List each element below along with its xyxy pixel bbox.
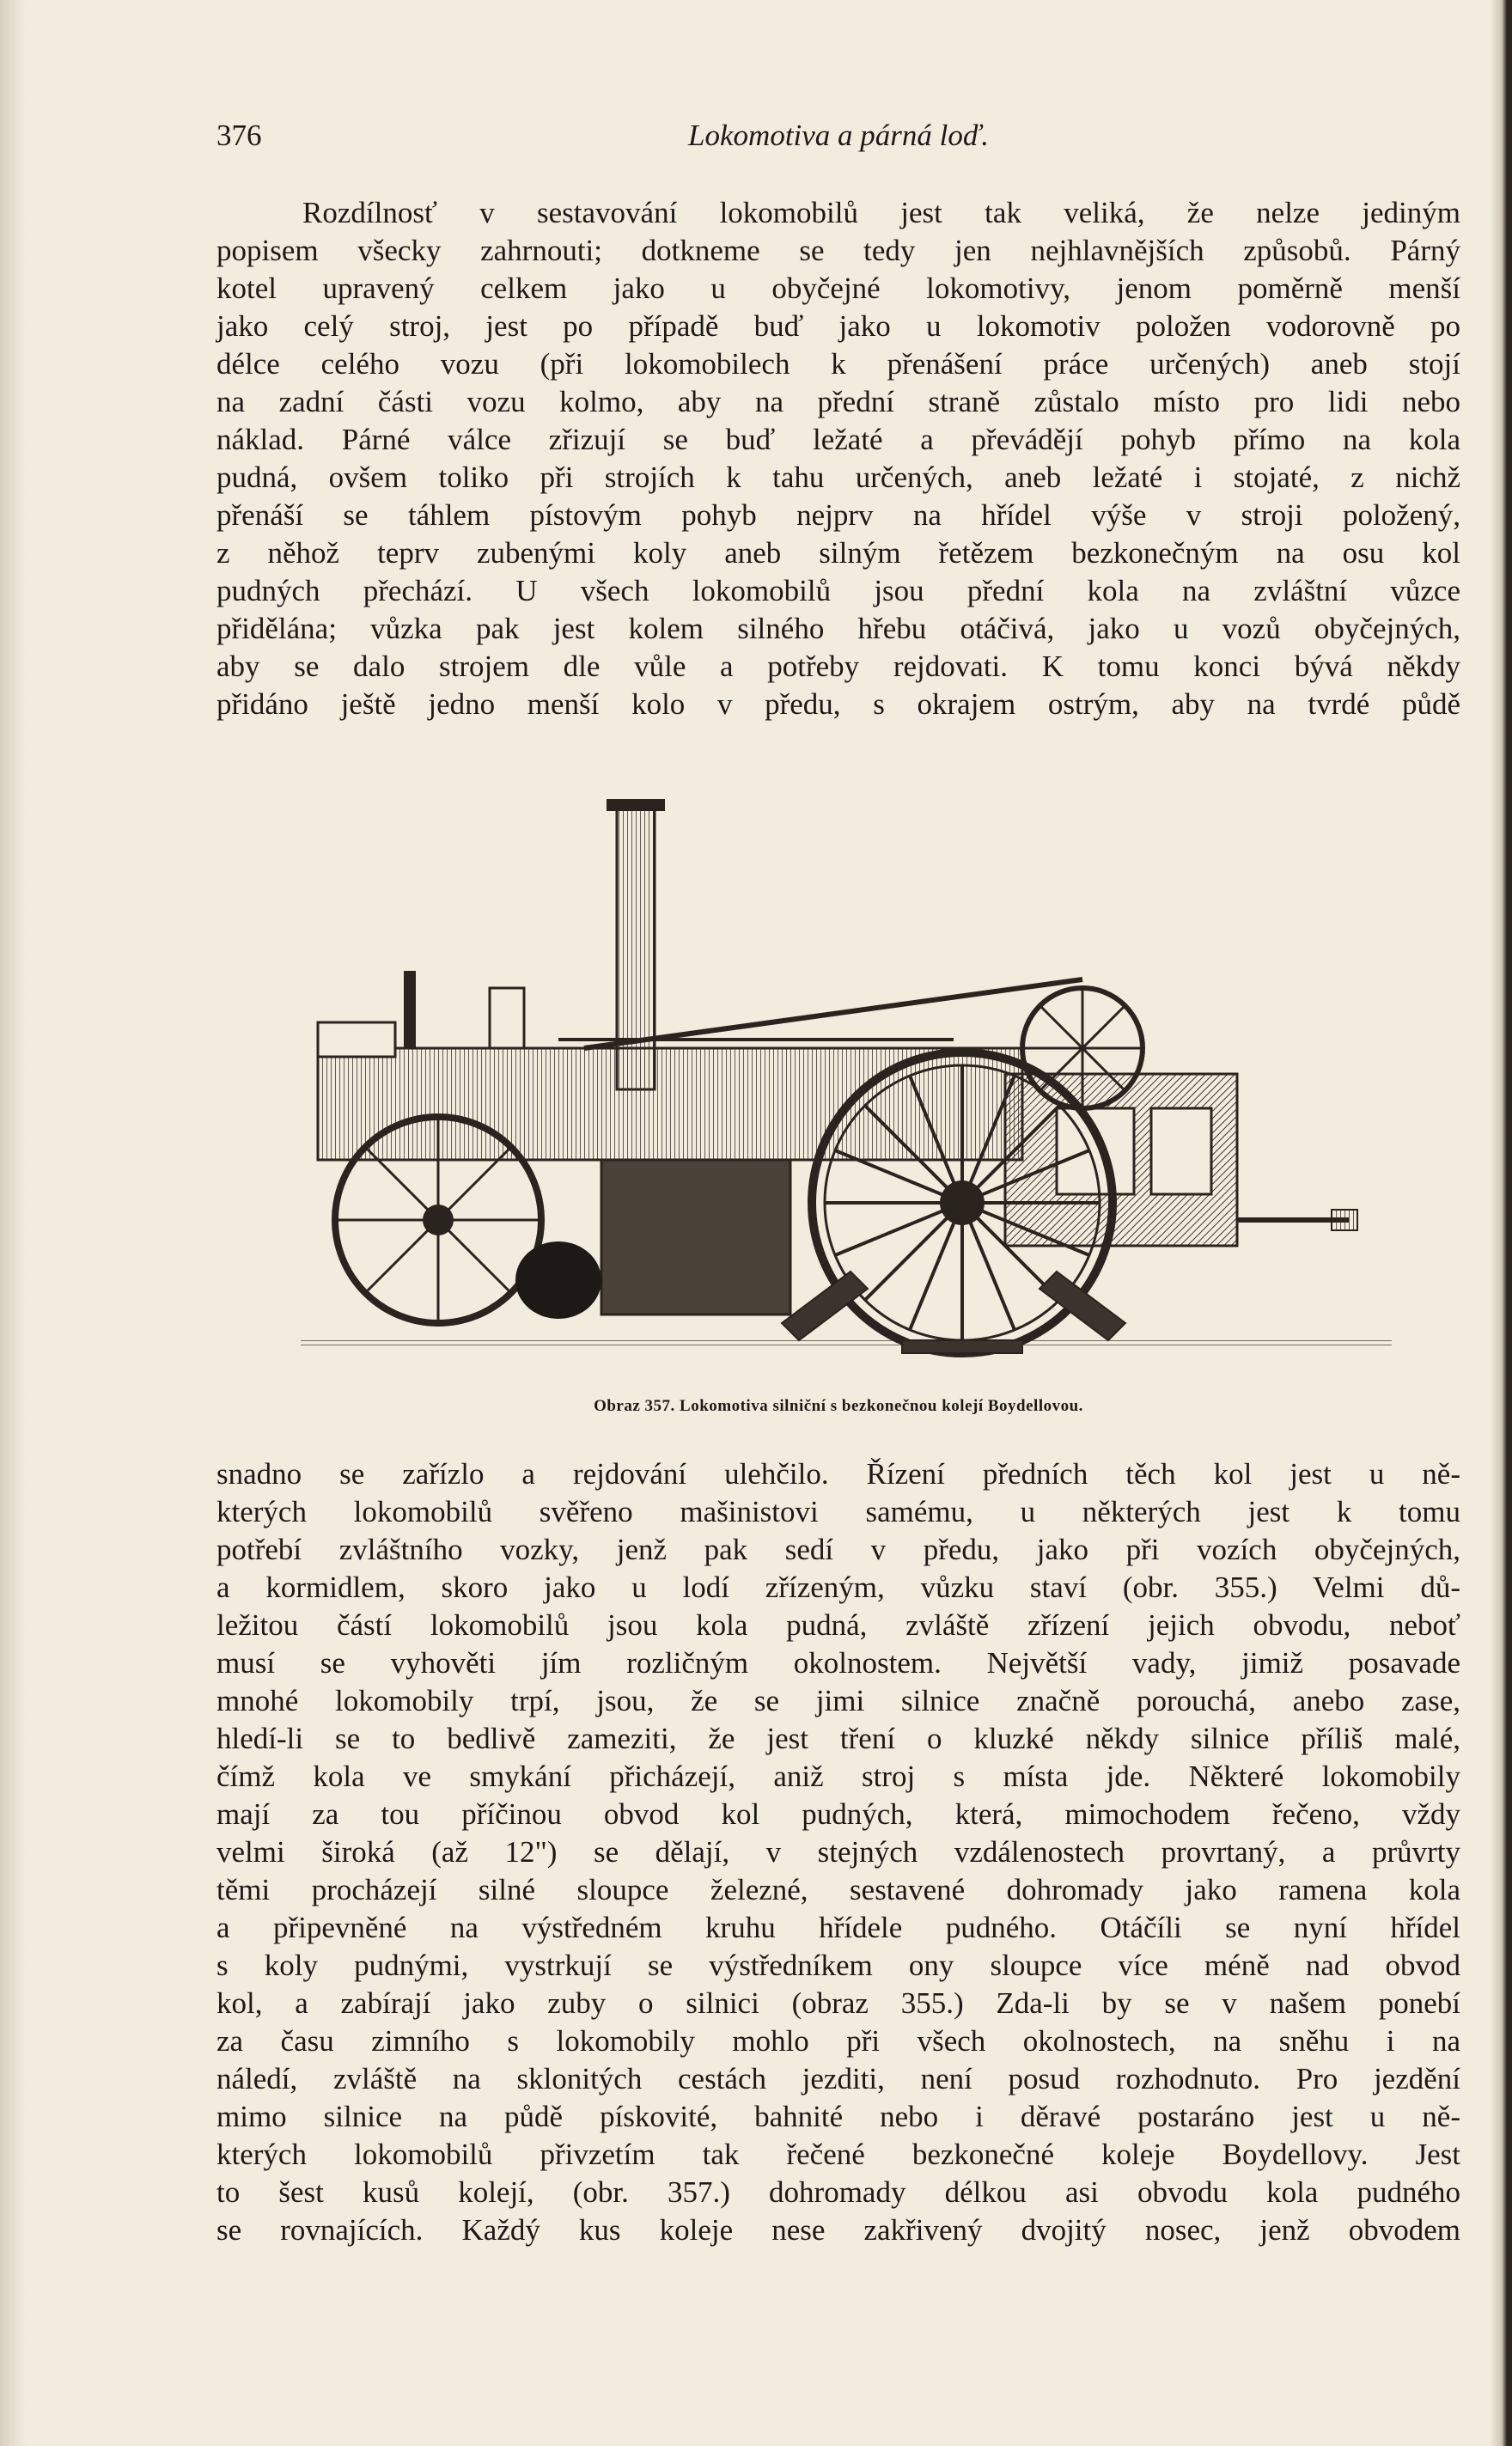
text-line: potřebí zvláštního vozky, jenž pak sedí v předu, jako při vozích obyčejných, bbox=[216, 1533, 1460, 1566]
text-line: čímž kola ve smykání přicházejí, aniž stroj s místa jde. Některé lokomobily bbox=[216, 1760, 1460, 1793]
text-line: pudných přechází. U všech lokomobilů jsou přední kola na zvláštní vůzce bbox=[216, 574, 1460, 607]
text-line: kterých lokomobilů svěřeno mašinistovi samému, u některých jest k tomu bbox=[216, 1495, 1460, 1528]
page-left-shadow bbox=[0, 0, 26, 2446]
page-number: 376 bbox=[216, 119, 262, 152]
rear-window bbox=[1151, 1108, 1211, 1194]
text-line: přidáno ještě jedno menší kolo v předu, s okrajem ostrým, aby na tvrdé půdě bbox=[216, 687, 1460, 721]
paragraph-1 bbox=[216, 194, 1460, 723]
ground-line bbox=[301, 1340, 1392, 1349]
text-line: za času zimního s lokomobily mohlo při všech okolnostech, na sněhu i na bbox=[216, 2024, 1460, 2058]
text-line: náklad. Párné válce zřizují se buď ležaté a převádějí pohyb přímo na kola bbox=[216, 423, 1460, 456]
text-line: popisem všecky zahrnouti; dotkneme se tedy jen nejhlavnějších způsobů. Párný bbox=[216, 234, 1460, 267]
text-line: aby se dalo strojem dle vůle a potřeby rejdovati. K tomu konci bývá někdy bbox=[216, 650, 1460, 683]
text-line: přidělána; vůzka pak jest kolem silného hřebu otáčivá, jako u vozů obyčejných, bbox=[216, 612, 1460, 645]
road-locomotive-illustration bbox=[301, 790, 1392, 1375]
text-line: mnohé lokomobily trpí, jsou, že se jimi silnice značně porouchá, anebo zase, bbox=[216, 1684, 1460, 1717]
boiler bbox=[318, 1048, 1022, 1160]
text-line: a připevněné na výstředném kruhu hřídele pudného. Otáčíli se nyní hřídel bbox=[216, 1911, 1460, 1944]
text-line: z něhož teprv zubenými koly aneb silným řetězem bezkonečným na osu kol bbox=[216, 536, 1460, 570]
text-line: hledí-li se to bedlivě zameziti, že jest tření o kluzké někdy silnice příliš malé, bbox=[216, 1722, 1460, 1755]
steam-dome bbox=[490, 988, 524, 1048]
front-box bbox=[318, 1022, 395, 1057]
chimney-cap bbox=[607, 799, 665, 811]
text-line: délce celého vozu (při lokomobilech k přenášení práce určených) aneb stojí bbox=[216, 347, 1460, 381]
text-line: kol, a zabírají jako zuby o silnici (obraz 355.) Zda-li by se v našem ponebí bbox=[216, 1986, 1460, 2020]
text-line: snadno se zařízlo a rejdování ulehčilo. Řízení předních těch kol jest u ně- bbox=[216, 1457, 1460, 1491]
figure-caption bbox=[216, 1397, 1460, 1416]
running-title: Lokomotiva a párná loď. bbox=[688, 119, 989, 152]
page-header bbox=[216, 119, 1460, 158]
text-line: s koly pudnými, vystrkují se výstředníkem ony sloupce více méně nad obvod bbox=[216, 1949, 1460, 1982]
text-line: se rovnajících. Každý kus koleje nese zakřivený dvojitý nosec, jenž obvodem bbox=[216, 2213, 1460, 2247]
text-line: jako celý stroj, jest po případě buď jako u lokomotiv položen vodorovně po bbox=[216, 309, 1460, 343]
text-line: na zadní části vozu kolmo, aby na přední straně zůstalo místo pro lidi nebo bbox=[216, 385, 1460, 418]
paragraph-2 bbox=[216, 1455, 1460, 2249]
text-line: kotel upravený celkem jako u obyčejné lokomotivy, jenom poměrně menší bbox=[216, 271, 1460, 305]
text-line: kterých lokomobilů přivzetím tak řečené bezkonečné koleje Boydellovy. Jest bbox=[216, 2138, 1460, 2171]
page-right-edge bbox=[1490, 0, 1512, 2446]
text-line: mají za tou příčinou obvod kol pudných, která, mimochodem řečeno, vždy bbox=[216, 1797, 1460, 1831]
caption-label: Obraz 357. bbox=[594, 1397, 675, 1415]
text-line: náledí, zvláště na sklonitých cestách jezditi, není posud rozhodnuto. Pro jezdění bbox=[216, 2062, 1460, 2095]
text-line: mimo silnice na půdě pískovité, bahnité nebo i děravé postaráno jest u ně- bbox=[216, 2100, 1460, 2133]
text-line: pudná, ovšem toliko při strojích k tahu určených, aneb ležaté i stojaté, z nichž bbox=[216, 461, 1460, 494]
text-line: ležitou částí lokomobilů jsou kola pudná, zvláště zřízení jejich obvodu, neboť bbox=[216, 1608, 1460, 1642]
firebox bbox=[601, 1160, 790, 1314]
text-line: a kormidlem, skoro jako u lodí zřízeným, vůzku staví (obr. 355.) Velmi dů- bbox=[216, 1571, 1460, 1604]
text-line: přenáší se táhlem pístovým pohyb nejprv na hřídel výše v stroji položený, bbox=[216, 498, 1460, 532]
engraving-shadow bbox=[515, 1241, 601, 1319]
safety-valve bbox=[404, 971, 416, 1048]
front-wheel-spokes bbox=[335, 1117, 541, 1323]
text-line: těmi procházejí silné sloupce železné, sestavené dohromady jako ramena kola bbox=[216, 1873, 1460, 1906]
text-line: to šest kusů kolejí, (obr. 357.) dohromady délkou asi obvodu kola pudného bbox=[216, 2175, 1460, 2209]
text-line: Rozdílnosť v sestavování lokomobilů jest tak veliká, že nelze jediným bbox=[302, 196, 1460, 229]
rear-window bbox=[1057, 1108, 1134, 1194]
caption-text: Lokomotiva silniční s bezkonečnou kolejí Boydellovou. bbox=[680, 1397, 1083, 1415]
engraving-figure bbox=[301, 790, 1392, 1375]
text-line: velmi široká (až 12") se dělají, v stejných vzdálenostech provrtaný, a průvrty bbox=[216, 1835, 1460, 1869]
text-line: musí se vyhověti jím rozličným okolnostem. Největší vady, jimiž posavade bbox=[216, 1646, 1460, 1680]
